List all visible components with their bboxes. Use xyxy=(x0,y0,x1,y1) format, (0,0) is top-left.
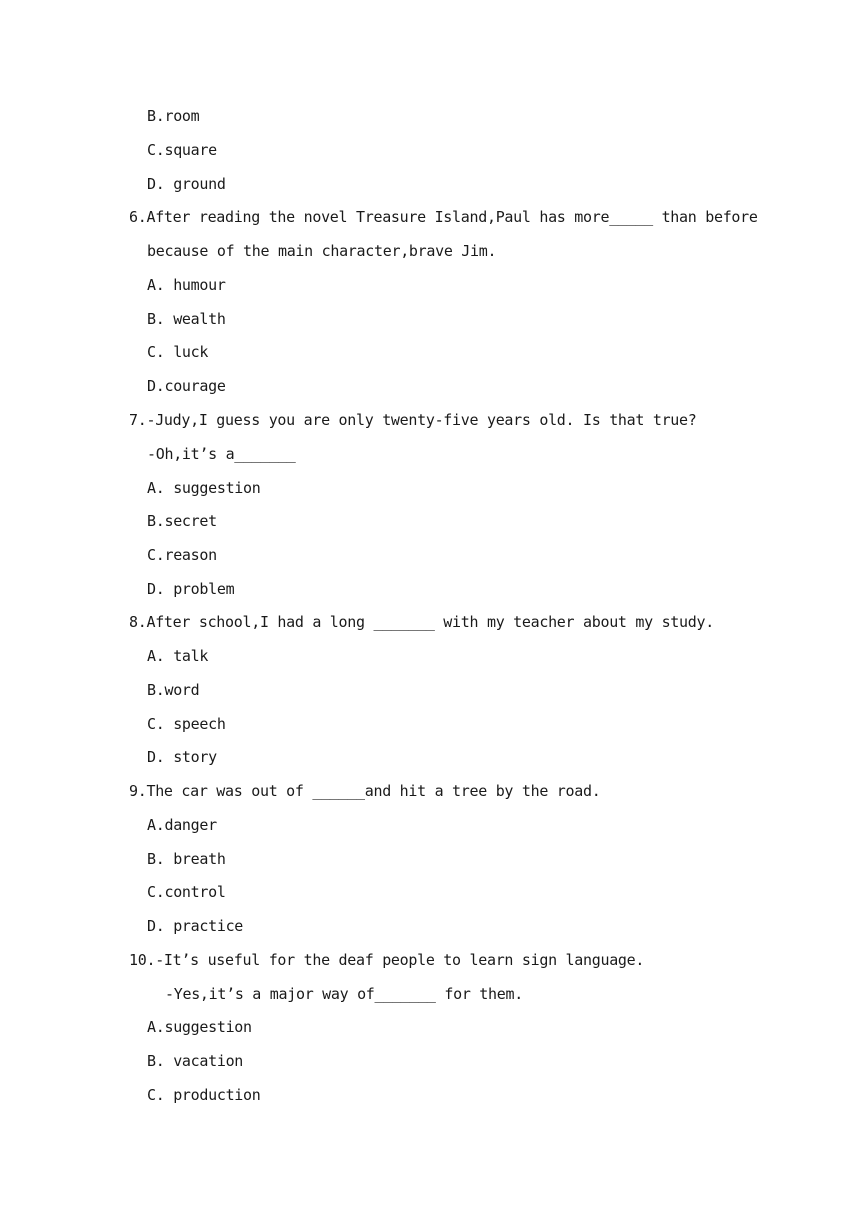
q8-option-c: C. speech xyxy=(147,715,226,733)
q9-stem: 9.The car was out of ______and hit a tree by the road. xyxy=(129,782,601,800)
q10-option-c: C. production xyxy=(147,1086,261,1104)
q9-option-b: B. breath xyxy=(147,850,226,868)
q8-option-d: D. story xyxy=(147,748,217,766)
q5-option-d: D. ground xyxy=(147,175,226,193)
q6-stem-continued: because of the main character,brave Jim. xyxy=(147,242,497,260)
q5-option-b: B.room xyxy=(147,107,200,125)
q7-option-d: D. problem xyxy=(147,580,235,598)
q7-option-a: A. suggestion xyxy=(147,479,261,497)
q6-option-c: C. luck xyxy=(147,343,209,361)
q7-option-b: B.secret xyxy=(147,512,217,530)
q10-option-a: A.suggestion xyxy=(147,1018,252,1036)
q7-option-c: C.reason xyxy=(147,546,217,564)
q8-option-a: A. talk xyxy=(147,647,209,665)
q6-option-a: A. humour xyxy=(147,276,226,294)
q7-stem: 7.-Judy,I guess you are only twenty-five years old. Is that true? xyxy=(129,411,697,429)
q6-stem: 6.After reading the novel Treasure Island,Paul has more_____ than before xyxy=(129,208,758,226)
q5-option-c: C.square xyxy=(147,141,217,159)
q10-stem-reply: -Yes,it’s a major way of_______ for them. xyxy=(165,985,523,1003)
q9-option-c: C.control xyxy=(147,883,226,901)
q7-stem-reply: -Oh,it’s a_______ xyxy=(147,445,296,463)
q9-option-a: A.danger xyxy=(147,816,217,834)
q8-option-b: B.word xyxy=(147,681,200,699)
q6-option-d: D.courage xyxy=(147,377,226,395)
q10-option-b: B. vacation xyxy=(147,1052,244,1070)
q9-option-d: D. practice xyxy=(147,917,244,935)
q10-stem: 10.-It’s useful for the deaf people to learn sign language. xyxy=(129,951,645,969)
q8-stem: 8.After school,I had a long _______ with my teacher about my study. xyxy=(129,613,714,631)
q6-option-b: B. wealth xyxy=(147,310,226,328)
